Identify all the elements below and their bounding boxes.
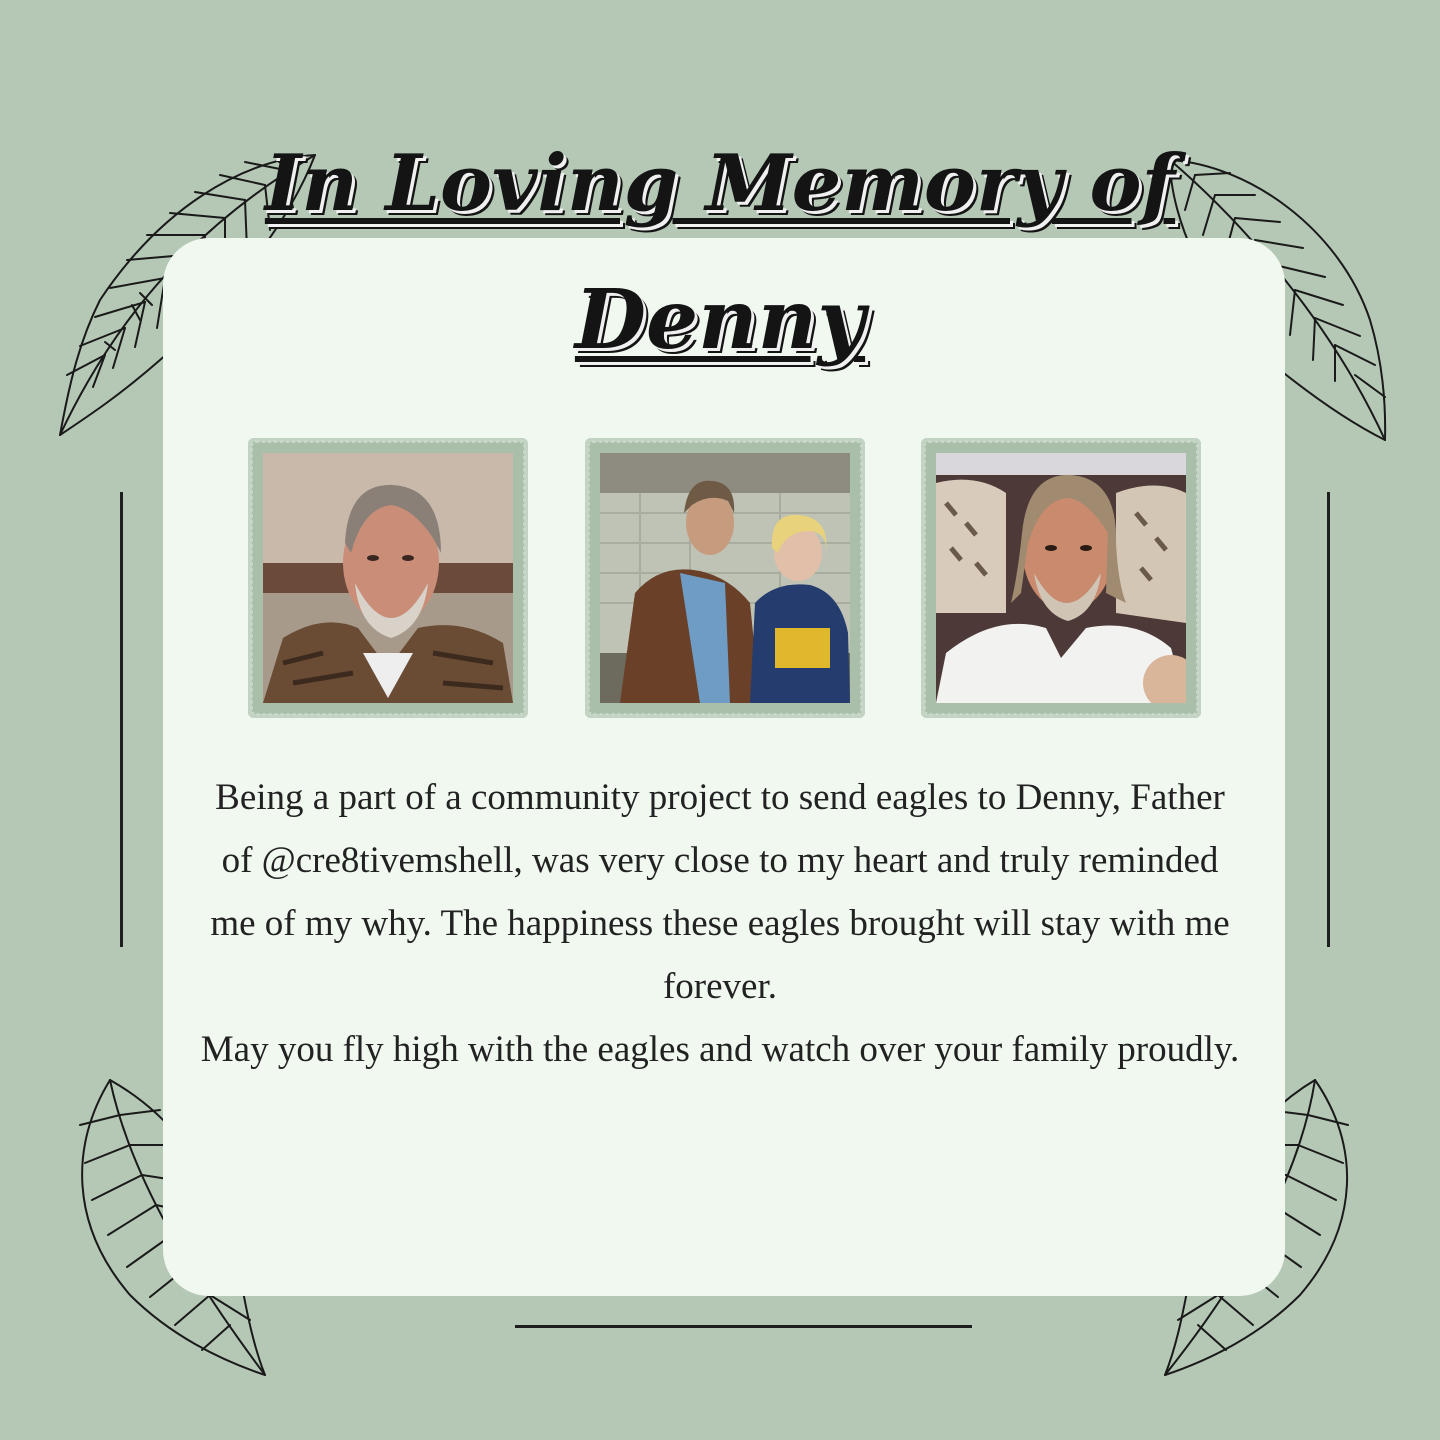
divider-left (120, 492, 123, 947)
memorial-message (200, 766, 1240, 1081)
message-paragraph-1: Being a part of a community project to send eagles to Denny, Father of @cre8tivemshell, was very close to my heart and truly reminded me of my why. The happiness these eagles brought will stay with me forever. (210, 777, 1230, 1007)
photo-denny-older-plaid-shirt (263, 453, 513, 703)
title-line-1: In Loving Memory of (264, 138, 1176, 229)
photo-frame-1 (248, 438, 528, 718)
message-paragraph-2: May you fly high with the eagles and watch over your family proudly. (200, 1029, 1240, 1070)
photo-frame-3 (921, 438, 1201, 718)
divider-bottom (515, 1325, 972, 1328)
divider-right (1327, 492, 1330, 947)
photo-frame-2 (585, 438, 865, 718)
photo-denny-brown-jacket-with-daughter (600, 453, 850, 703)
title-name: Denny (574, 272, 866, 368)
photo-denny-white-tshirt (936, 453, 1186, 703)
